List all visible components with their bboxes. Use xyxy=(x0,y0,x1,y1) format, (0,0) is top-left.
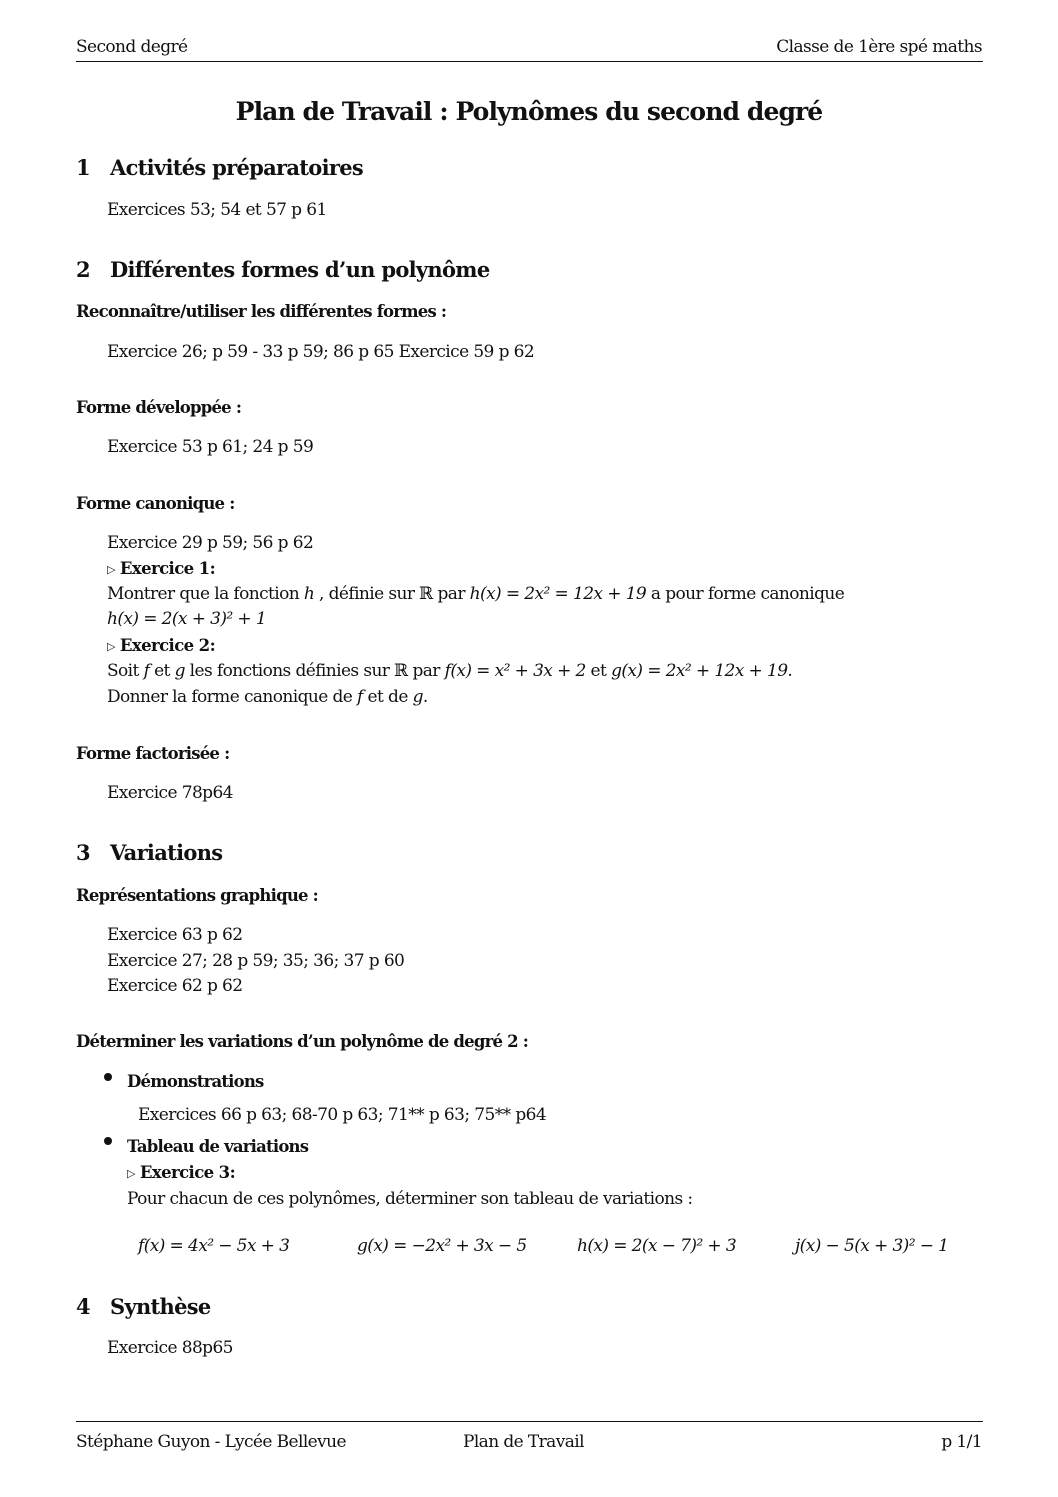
statement-text: . xyxy=(422,687,428,707)
section-title: Variations xyxy=(110,840,223,865)
bullet-icon xyxy=(104,1137,112,1145)
subsection-heading-variations: Déterminer les variations d’un polynôme de degré 2 : xyxy=(76,1032,529,1051)
exercise-line: Exercice 27; 28 p 59; 35; 36; 37 p 60 xyxy=(107,951,405,971)
triangle-right-icon: ▷ xyxy=(107,640,115,653)
formula-f: f(x) = 4x² − 5x + 3 xyxy=(138,1236,290,1256)
statement-text: , définie sur ℝ par xyxy=(314,584,470,604)
statement-text: Soit xyxy=(107,661,144,681)
bullet-title-variation-table: Tableau de variations xyxy=(127,1137,309,1156)
footer-rule xyxy=(76,1421,983,1422)
section-heading-4 xyxy=(76,1294,211,1319)
exercise-2-statement xyxy=(107,661,792,681)
statement-text: et xyxy=(585,661,612,681)
section-title: Différentes formes d’un polynôme xyxy=(110,257,490,282)
triangle-right-icon: ▷ xyxy=(107,563,115,576)
statement-text: Donner la forme canonique de xyxy=(107,687,358,707)
exercise-line: Exercice 78p64 xyxy=(107,783,233,803)
footer-left: Stéphane Guyon - Lycée Bellevue xyxy=(76,1432,346,1452)
triangle-right-icon: ▷ xyxy=(127,1167,135,1180)
exercise-1-statement xyxy=(107,584,844,604)
section-heading-1 xyxy=(76,155,363,180)
section-heading-3 xyxy=(76,840,222,865)
section-number: 1 xyxy=(76,155,90,180)
exercise-2-instruction xyxy=(107,687,428,707)
statement-text: a pour forme canonique xyxy=(646,584,845,604)
subsection-heading-recognize-forms: Reconnaître/utiliser les différentes formes : xyxy=(76,302,447,321)
exercise-line: Exercice 29 p 59; 56 p 62 xyxy=(107,533,314,553)
math-variable: h xyxy=(303,584,315,604)
exercise-line: Exercice 62 p 62 xyxy=(107,976,243,996)
math-variable: f xyxy=(357,687,363,707)
exercise-label-text: Exercice 2: xyxy=(119,636,216,655)
section-number: 2 xyxy=(76,257,90,282)
exercise-line: Exercices 66 p 63; 68-70 p 63; 71** p 63; 75** p64 xyxy=(138,1105,547,1125)
footer-center: Plan de Travail xyxy=(463,1432,584,1452)
math-formula: h(x) = 2(x + 3)² + 1 xyxy=(107,609,267,629)
page-title: Plan de Travail : Polynômes du second degré xyxy=(235,97,823,126)
formula-j: j(x) − 5(x + 3)² − 1 xyxy=(795,1236,949,1256)
statement-text: et xyxy=(149,661,175,681)
exercise-3-statement: Pour chacun de ces polynômes, déterminer son tableau de variations : xyxy=(127,1189,693,1209)
statement-text: les fonctions définies sur ℝ par xyxy=(184,661,445,681)
section-title: Synthèse xyxy=(110,1294,211,1319)
math-variable: g xyxy=(412,687,423,707)
math-formula: h(x) = 2x² = 12x + 19 xyxy=(469,584,647,604)
exercise-1-label xyxy=(107,559,215,578)
subsection-heading-canonical-form: Forme canonique : xyxy=(76,494,235,513)
section-title: Activités préparatoires xyxy=(110,155,364,180)
exercise-line: Exercice 26; p 59 - 33 p 59; 86 p 65 Exercice 59 p 62 xyxy=(107,342,535,362)
exercise-line: Exercice 53 p 61; 24 p 59 xyxy=(107,437,314,457)
bullet-icon xyxy=(104,1073,112,1081)
section-number: 3 xyxy=(76,840,90,865)
exercise-line: Exercice 88p65 xyxy=(107,1338,233,1358)
exercise-line: Exercice 63 p 62 xyxy=(107,925,243,945)
formula-g: g(x) = −2x² + 3x − 5 xyxy=(357,1236,527,1256)
subsection-heading-graphs: Représentations graphique : xyxy=(76,886,318,905)
math-variable: g xyxy=(174,661,185,681)
header-left: Second degré xyxy=(76,37,188,57)
footer-right: p 1/1 xyxy=(941,1432,982,1452)
exercise-label-text: Exercice 1: xyxy=(119,559,216,578)
statement-text: et de xyxy=(362,687,413,707)
section-1-line: Exercices 53; 54 et 57 p 61 xyxy=(107,200,327,220)
subsection-heading-factored-form: Forme factorisée : xyxy=(76,744,230,763)
section-heading-2 xyxy=(76,257,490,282)
exercise-label-text: Exercice 3: xyxy=(139,1163,236,1182)
subsection-heading-developed-form: Forme développée : xyxy=(76,398,242,417)
statement-text: Montrer que la fonction xyxy=(107,584,304,604)
exercise-2-label xyxy=(107,636,215,655)
math-variable: f xyxy=(143,661,150,681)
exercise-3-label xyxy=(127,1163,235,1182)
statement-text: . xyxy=(787,661,793,681)
bullet-title-demonstrations: Démonstrations xyxy=(127,1072,264,1091)
math-formula: g(x) = 2x² + 12x + 19 xyxy=(611,661,788,681)
header-rule xyxy=(76,61,983,62)
section-number: 4 xyxy=(76,1294,90,1319)
header-right: Classe de 1ère spé maths xyxy=(776,37,982,57)
math-formula: f(x) = x² + 3x + 2 xyxy=(444,661,586,681)
formula-h: h(x) = 2(x − 7)² + 3 xyxy=(577,1236,737,1256)
